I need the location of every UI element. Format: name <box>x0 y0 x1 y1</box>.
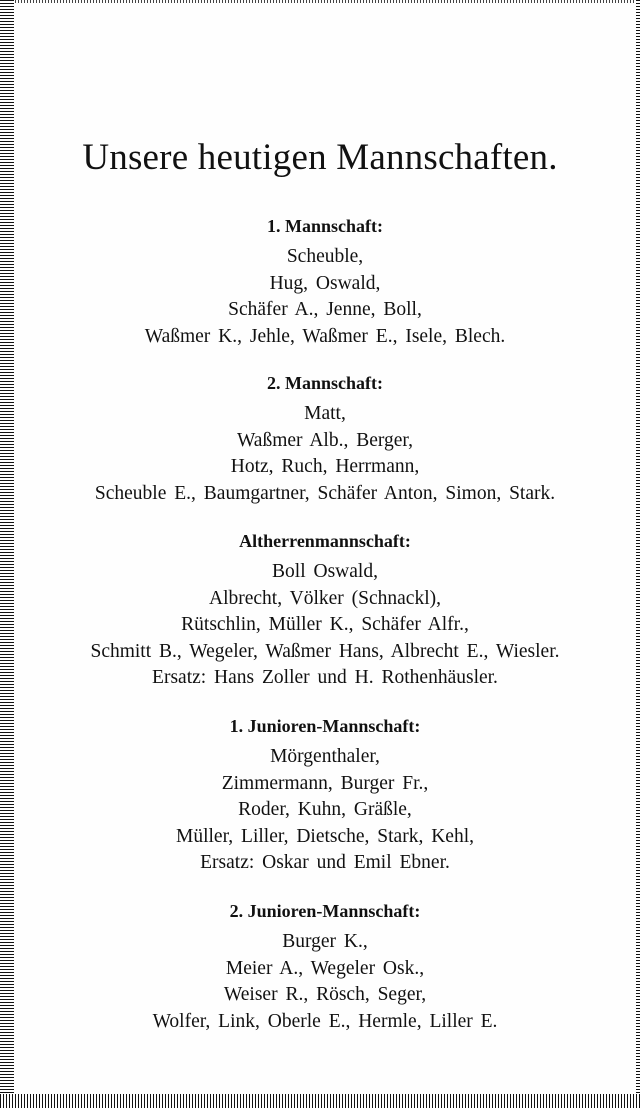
team-line: Scheuble, <box>286 246 364 267</box>
scan-edge-top <box>0 0 640 3</box>
team-line: Rütschlin, Müller K., Schäfer Alfr., <box>181 614 469 635</box>
team-line: Waßmer Alb., Berger, <box>236 429 414 451</box>
team-line: Hotz, Ruch, Herrmann, <box>230 456 420 477</box>
team-line: Scheuble E., Baumgartner, Schäfer Anton, Simon, Stark. <box>94 482 556 504</box>
page-title: Unsere heutigen Mannschaften. <box>82 137 558 178</box>
team-line: Albrecht, Völker (Schnackl), <box>209 587 441 609</box>
team-line: Mörgenthaler, <box>270 746 380 767</box>
team-line: Wolfer, Link, Oberle E., Hermle, Liller E. <box>152 1010 498 1032</box>
team-heading: 2. Mannschaft: <box>267 373 383 393</box>
team-line: Schmitt B., Wegeler, Waßmer Hans, Albrecht E., Wiesler. <box>90 640 560 662</box>
team-line: Müller, Liller, Dietsche, Stark, Kehl, <box>176 825 474 847</box>
team-line: Matt, <box>304 403 346 424</box>
team-section-altherren <box>14 527 636 692</box>
team-line: Ersatz: Hans Zoller und H. Rothenhäusler. <box>152 667 498 688</box>
team-line: Schäfer A., Jenne, Boll, <box>228 299 422 320</box>
scan-edge-bottom <box>0 1094 640 1108</box>
team-line: Boll Oswald, <box>272 561 378 582</box>
team-line: Ersatz: Oskar und Emil Ebner. <box>200 852 450 873</box>
team-line: Burger K., <box>282 931 368 952</box>
team-heading: Altherrenmannschaft: <box>239 531 411 551</box>
team-line: Weiser R., Rösch, Seger, <box>223 984 427 1005</box>
team-section-2-junioren <box>14 897 636 1035</box>
team-line: Hug, Oswald, <box>269 272 381 294</box>
team-section-1-mannschaft <box>14 212 636 350</box>
team-section-1-junioren <box>14 712 636 877</box>
team-heading: 1. Mannschaft: <box>267 216 383 236</box>
team-section-2-mannschaft <box>14 369 636 507</box>
team-line: Meier A., Wegeler Osk., <box>225 957 425 979</box>
team-line: Zimmermann, Burger Fr., <box>221 772 429 794</box>
team-heading: 2. Junioren-Mannschaft: <box>229 901 421 921</box>
team-line: Roder, Kuhn, Gräßle, <box>238 799 412 820</box>
team-line: Waßmer K., Jehle, Waßmer E., Isele, Blech. <box>144 325 506 347</box>
team-heading: 1. Junioren-Mannschaft: <box>229 716 421 736</box>
